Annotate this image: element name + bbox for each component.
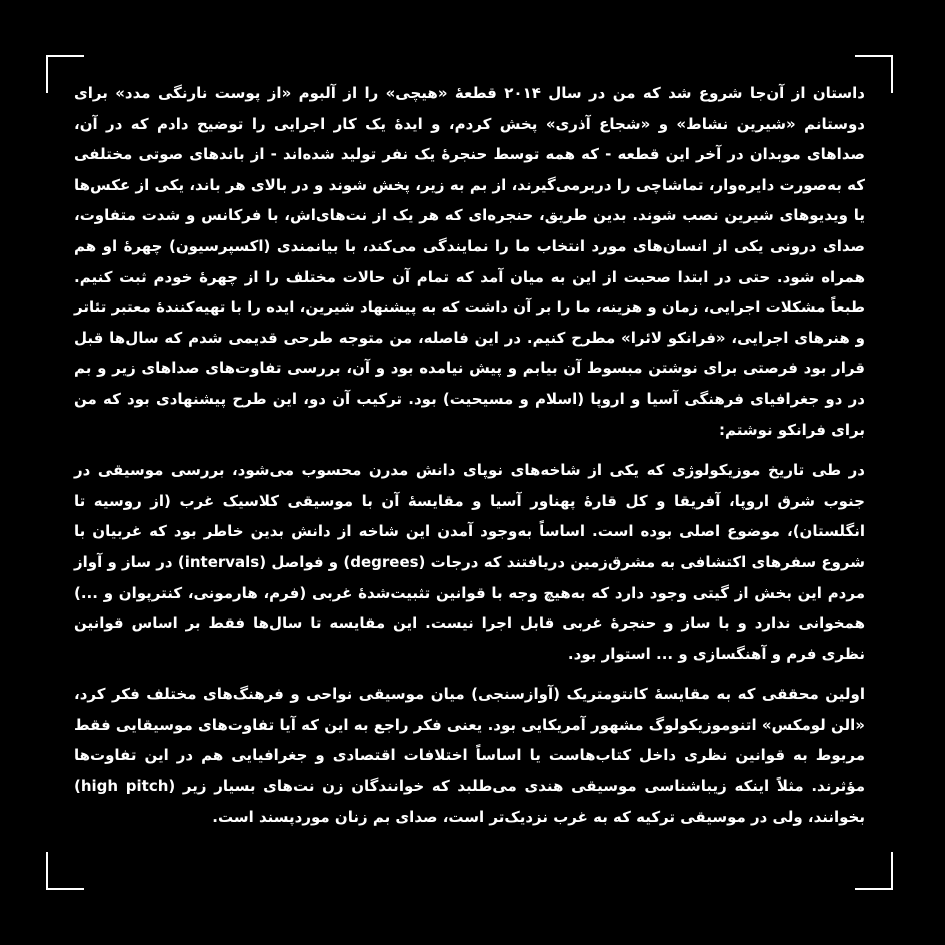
paragraph-2: در طی تاریخ موزیکولوژی که یکی از شاخه‌های نوپای دانش مدرن محسوب می‌شود، بررسی موسیقی در جنوب شرق اروپا، آفریقا و کل قارهٔ پهناور آسیا و مقایسهٔ آن با موسیقی کلاسیک غرب (از روسیه تا انگلستان)، موضوع اصلی بوده است. اساساً به‌وجود آمدن این شاخه از دانش بدین خاطر بود که غربیان با شروع سفرهای اکتشافی به مشرق‌زمین دریافتند که درجات (degrees) و فواصل (intervals) در ساز و آواز مردم این بخش از گیتی وجود دارد که به‌هیچ وجه با قوانین تثبیت‌شدهٔ غربی (فرم، هارمونی، کنترپوان و ...) همخوانی ندارد و با ساز و حنجرهٔ غربی قابل اجرا نیست. این مقایسه تا سال‌ها فقط بر اساس قوانین نظری فرم و آهنگسازی و ... استوار بود. [74,461,866,663]
paragraph-3: اولین محققی که به مقایسهٔ کانتومتریک (آوازسنجی) میان موسیقی نواحی و فرهنگ‌های مختلف فکر کرد، «الن لومکس» اتنوموزیکولوگ مشهور آمریکایی بود. یعنی فکر راجع به این که آیا تفاوت‌های موسیقایی فقط مربوط به قوانین نظری داخل کتاب‌هاست یا اساساً اختلافات اقتصادی و جغرافیایی هم در این تفاوت‌ها مؤثرند. مثلاً اینکه زیباشناسی موسیقی هندی می‌طلبد که خوانندگان زن نت‌های بسیار زیر (high pitch) بخوانند، ولی در موسیقی ترکیه که به غرب نزدیک‌تر است، صدای بم زنان موردپسند است. [74,685,865,826]
paragraph-1: داستان از آن‌جا شروع شد که من در سال ۲۰۱۴ قطعهٔ «هیچی» را از آلبوم «از پوست نارنگی مدد» برای دوستانم «شیرین نشاط» و «شجاع آذری» پخش کردم، و ایدهٔ یک کار اجرایی را توضیح دادم که در آن، صداهای موبدان در آخر این قطعه - که همه توسط حنجرهٔ یک نفر تولید شده‌اند - از باندهای صوتی مختلفی که به‌صورت دایره‌وار، تماشاچی را دربرمی‌گیرند، از بم به زیر، پخش شوند و در بالای هر باند، یکی از عکس‌ها یا ویدیوهای شیرین نصب شوند. بدین طریق، حنجره‌ای که هر یک از نت‌های‌اش، با فرکانس و شدت متفاوت، صدای درونی یکی از انسان‌های مورد انتخاب ما را نمایندگی می‌کند، با بیانمندی (اکسپرسیون) چهرهٔ او هم همراه شود. حتی در ابتدا صحبت از این به میان آمد که تمام آن حالات مختلف را از چهرهٔ خودم ثبت کنیم. طبعاً مشکلات اجرایی، زمان و هزینه، ما را بر آن داشت که به پیشنهاد شیرین، ایده را با تهیه‌کنندهٔ معتبر تئاتر و هنرهای اجرایی، «فرانکو لائرا» مطرح کنیم. در این فاصله، من متوجه طرحی قدیمی شدم که سال‌ها قبل قرار بود فرصتی برای نوشتن مبسوط آن بیابم و پیش نیامده بود و آن، بررسی تفاوت‌های صداهای زیر و بم در دو جغرافیای فرهنگی آسیا و اروپا (اسلام و مسیحیت) بود. ترکیب آن دو، این طرح پیشنهادی بود که من برای فرانکو نوشتم: [74,84,865,439]
article-body [74,78,865,885]
